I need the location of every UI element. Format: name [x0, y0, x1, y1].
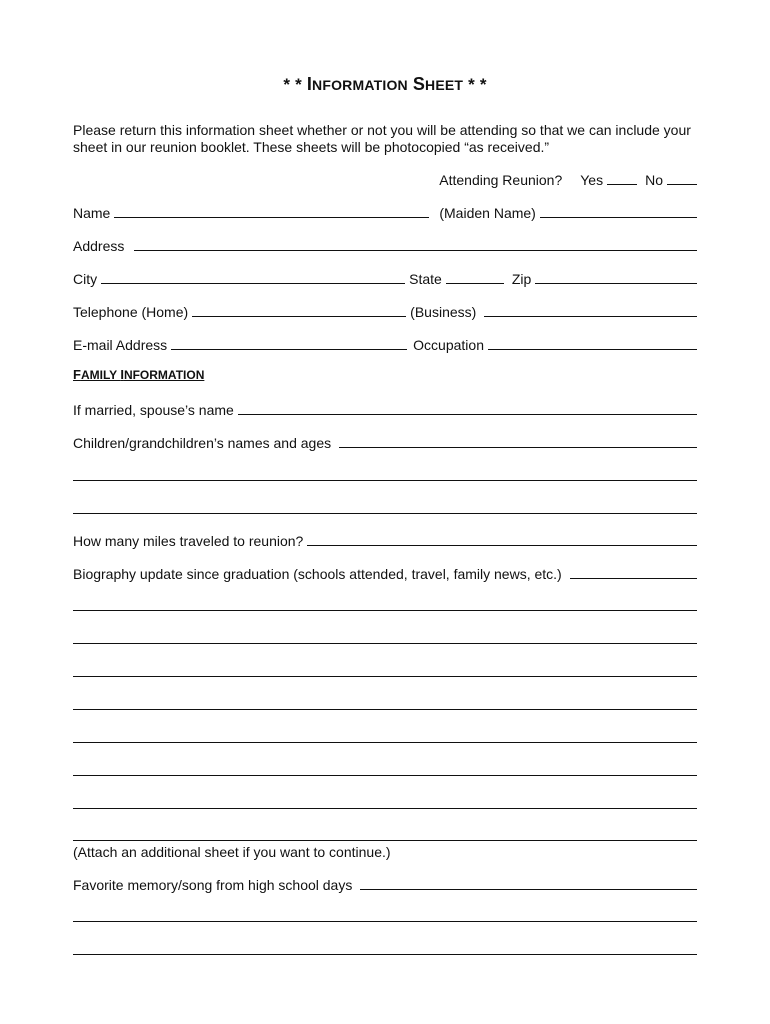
- biography-line-6[interactable]: [73, 742, 697, 743]
- address-row: [73, 234, 697, 254]
- name-row: [73, 201, 697, 221]
- maiden-name-label: (Maiden Name): [439, 205, 536, 221]
- miles-label: How many miles traveled to reunion?: [73, 533, 304, 549]
- favorite-label: Favorite memory/song from high school days: [73, 877, 353, 893]
- state-field[interactable]: [446, 282, 504, 284]
- family-information-heading: FAMILY INFORMATION: [73, 367, 205, 382]
- zip-label: Zip: [511, 271, 532, 287]
- yes-field[interactable]: [607, 183, 637, 185]
- city-label: City: [73, 271, 98, 287]
- biography-line-8[interactable]: [73, 808, 697, 809]
- name-field[interactable]: [114, 216, 429, 218]
- page-title: * * INFORMATION SHEET * *: [283, 74, 487, 94]
- biography-field[interactable]: [570, 577, 697, 579]
- children-field[interactable]: [339, 446, 697, 448]
- zip-field[interactable]: [535, 282, 697, 284]
- biography-line-4[interactable]: [73, 676, 697, 677]
- telephone-row: [73, 300, 697, 320]
- attach-note-row: [73, 840, 697, 860]
- biography-line-7[interactable]: [73, 775, 697, 776]
- biography-line-3[interactable]: [73, 643, 697, 644]
- email-field[interactable]: [171, 348, 407, 350]
- favorite-row: [73, 873, 697, 893]
- no-field[interactable]: [667, 183, 697, 185]
- attending-label: Attending Reunion?: [439, 172, 563, 188]
- business-field[interactable]: [484, 315, 697, 317]
- state-label: State: [409, 271, 442, 287]
- children-row: [73, 431, 697, 451]
- telephone-home-field[interactable]: [192, 315, 406, 317]
- city-row: [73, 267, 697, 287]
- occupation-label: Occupation: [413, 337, 484, 353]
- spouse-field[interactable]: [238, 413, 697, 415]
- attach-note: (Attach an additional sheet if you want to continue.): [73, 844, 391, 860]
- city-field[interactable]: [101, 282, 405, 284]
- miles-row: [73, 529, 697, 549]
- maiden-name-field[interactable]: [540, 216, 697, 218]
- favorite-line-2[interactable]: [73, 921, 697, 922]
- occupation-field[interactable]: [488, 348, 697, 350]
- yes-label: Yes: [580, 172, 604, 188]
- children-line-2[interactable]: [73, 480, 697, 481]
- biography-row: [73, 562, 697, 582]
- email-label: E-mail Address: [73, 337, 168, 353]
- favorite-field[interactable]: [360, 888, 697, 890]
- favorite-line-3[interactable]: [73, 954, 697, 955]
- children-label: Children/grandchildren’s names and ages: [73, 435, 332, 451]
- address-field[interactable]: [134, 249, 697, 251]
- biography-line-5[interactable]: [73, 709, 697, 710]
- biography-line-2[interactable]: [73, 610, 697, 611]
- business-label: (Business): [410, 304, 477, 320]
- name-label: Name: [73, 205, 111, 221]
- address-label: Address: [73, 238, 125, 254]
- email-row: [73, 333, 697, 353]
- spouse-row: [73, 398, 697, 418]
- no-label: No: [645, 172, 663, 188]
- telephone-home-label: Telephone (Home): [73, 304, 189, 320]
- biography-label: Biography update since graduation (schools attended, travel, family news, etc.): [73, 566, 562, 582]
- intro-paragraph: Please return this information sheet whether or not you will be attending so that we can include your sheet in our reunion booklet. These sheets will be photocopied “as received.”: [73, 122, 691, 155]
- spouse-label: If married, spouse’s name: [73, 402, 234, 418]
- miles-field[interactable]: [307, 544, 697, 546]
- children-line-3[interactable]: [73, 513, 697, 514]
- attending-row: [73, 168, 697, 188]
